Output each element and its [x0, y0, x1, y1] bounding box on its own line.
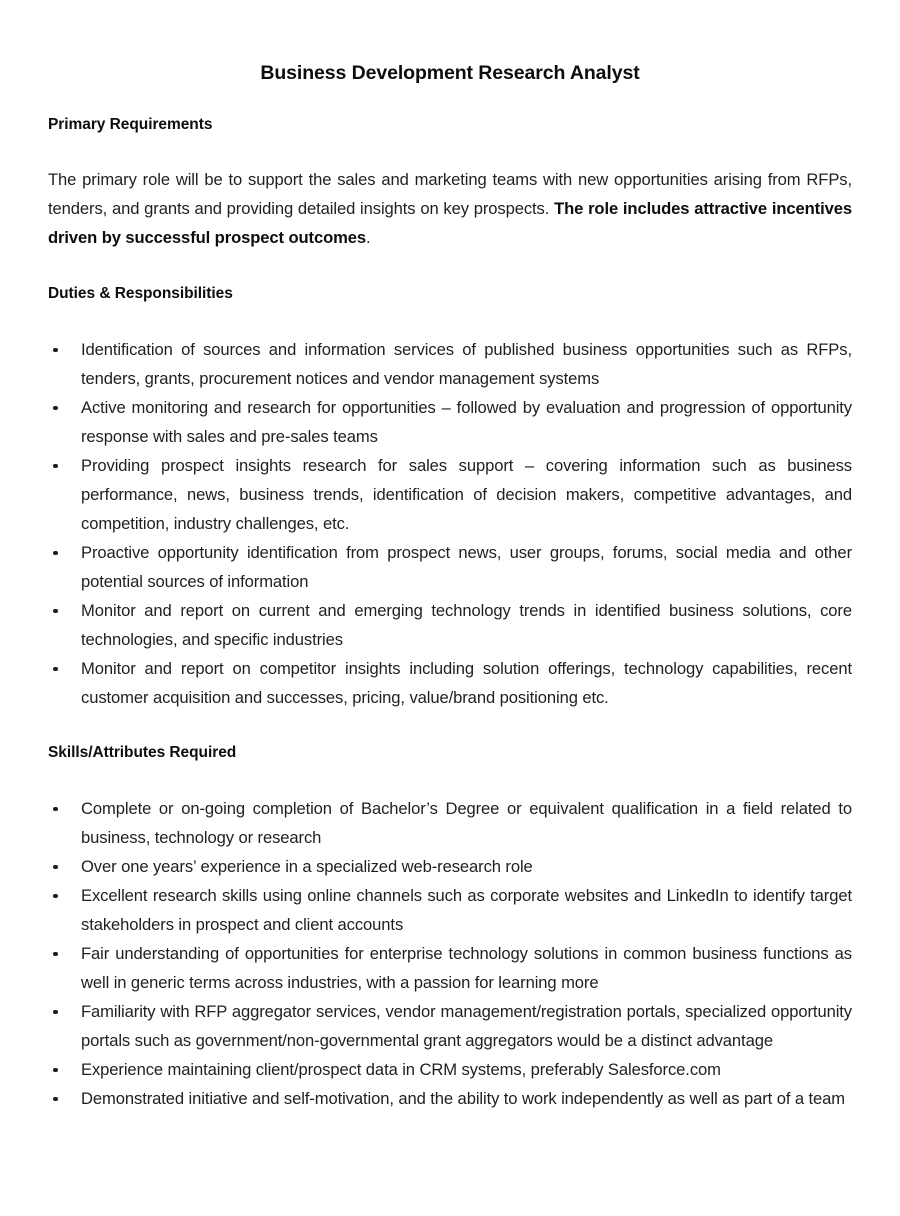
- spacer: [48, 136, 852, 165]
- list-item: Monitor and report on current and emerging technology trends in identified business solutions, core technologies, and specific industries: [48, 596, 852, 654]
- spacer: [48, 252, 852, 283]
- list-item: Demonstrated initiative and self-motivation, and the ability to work independently as well as part of a team: [48, 1084, 852, 1113]
- section-heading-primary-requirements: Primary Requirements: [48, 116, 213, 133]
- skills-attributes-list: [48, 794, 852, 1113]
- spacer: [48, 86, 852, 114]
- list-item: Over one years’ experience in a specialized web-research role: [48, 852, 852, 881]
- section-heading-duties-responsibilities: Duties & Responsibilities: [48, 285, 233, 302]
- list-item: Identification of sources and information services of published business opportunities such as RFPs, tenders, grants, procurement notices and vendor management systems: [48, 335, 852, 393]
- paragraph-text-plain-after: .: [366, 228, 371, 247]
- spacer: [48, 305, 852, 335]
- list-item: Familiarity with RFP aggregator services, vendor management/registration portals, specialized opportunity portals such as government/non-governmental grant aggregators would be a distinct advantage: [48, 997, 852, 1055]
- primary-requirements-paragraph: [48, 165, 852, 252]
- list-item: Monitor and report on competitor insights including solution offerings, technology capabilities, recent customer acquisition and successes, pricing, value/brand positioning etc.: [48, 654, 852, 712]
- page-title: Business Development Research Analyst: [260, 62, 640, 84]
- paragraph-text-plain-before: The primary role will be to support the sales and marketing teams with new opportunities arising from RFPs, tenders, and grants and providing detailed insights on key prospects.: [48, 170, 852, 218]
- list-item: Proactive opportunity identification from prospect news, user groups, forums, social media and other potential sources of information: [48, 538, 852, 596]
- list-item: Providing prospect insights research for sales support – covering information such as business performance, news, business trends, identification of decision makers, competitive advantages, and competition, industry challenges, etc.: [48, 451, 852, 538]
- document-body: [48, 0, 852, 1113]
- list-item: Excellent research skills using online channels such as corporate websites and LinkedIn to identify target stakeholders in prospect and client accounts: [48, 881, 852, 939]
- duties-responsibilities-list: [48, 335, 852, 712]
- paragraph-text-bold: The role includes attractive incentives driven by successful prospect outcomes: [48, 199, 852, 247]
- section-heading-skills-attributes-required: Skills/Attributes Required: [48, 744, 237, 761]
- list-item: Complete or on-going completion of Bachelor’s Degree or equivalent qualification in a field related to business, technology or research: [48, 794, 852, 852]
- spacer: [48, 764, 852, 794]
- list-item: Fair understanding of opportunities for enterprise technology solutions in common business functions as well in generic terms across industries, with a passion for learning more: [48, 939, 852, 997]
- list-item: Experience maintaining client/prospect data in CRM systems, preferably Salesforce.com: [48, 1055, 852, 1084]
- spacer: [48, 712, 852, 742]
- list-item: Active monitoring and research for opportunities – followed by evaluation and progression of opportunity response with sales and pre-sales teams: [48, 393, 852, 451]
